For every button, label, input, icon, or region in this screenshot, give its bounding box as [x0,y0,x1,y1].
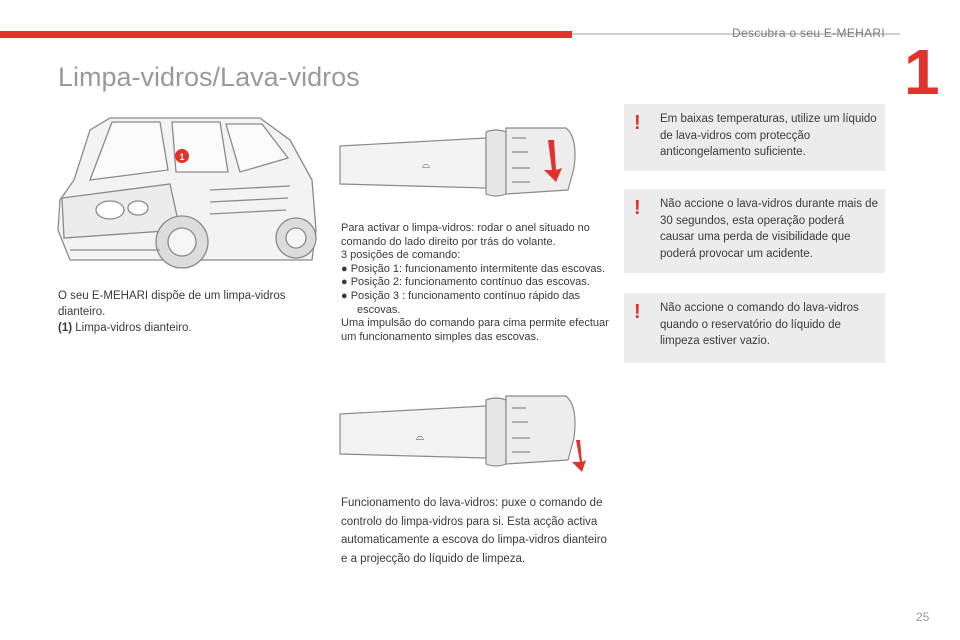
chapter-number: 1 [904,36,940,108]
list-item: ● Posição 2: funcionamento contínuo das escovas. [341,276,590,289]
warning-icon: ! [634,112,641,134]
washer-instructions: Funcionamento do lava-vidros: puxe o comando de controlo do limpa-vidros para si. Esta acção activa automaticamente a escova do limpa-vidros dianteiro e a projecção do líquido de limpeza. [341,497,607,565]
header-red-bar [0,31,572,38]
page-number: 25 [916,610,930,624]
callout-number: 1 [179,152,185,162]
warning-icon: ! [634,301,641,323]
list-item: ● Posição 3 : funcionamento contínuo rápido das escovas. [341,289,581,316]
car-illustration [50,110,320,282]
warning-text: Em baixas temperaturas, utilize um líquido de lava-vidros com protecção anticongelamento suficiente. [660,113,877,158]
warning-icon: ! [634,197,641,219]
washer-lever-illustration [336,388,586,472]
wiper-positions-heading: 3 posições de comando: [341,249,461,262]
wiper-lever-illustration [336,118,586,202]
washer-symbol-icon: ⌓ [416,432,424,443]
intro-ref: (1) [58,322,73,334]
warning-note [624,189,885,273]
warning-note [624,293,885,363]
wiper-paragraph: Para activar o limpa-vidros: rodar o anel situado no comando do lado direito por trás do volante. [341,222,590,248]
wiper-instructions [341,222,611,344]
intro-text [58,288,308,336]
pull-arrow-icon [572,440,586,472]
section-title: Descubra o seu E-MEHARI [732,26,885,40]
list-item: ● Posição 1: funcionamento intermitente das escovas. [341,262,606,275]
intro-ref-label: Limpa-vidros dianteiro. [75,322,192,334]
warning-text: Não accione o lava-vidros durante mais de 30 segundos, esta operação poderá causar uma perda de visibilidade que poderá provocar um acidente. [660,198,878,260]
wiper-symbol-icon: ⌓ [422,160,430,171]
page-title: Limpa-vidros/Lava-vidros [58,62,360,92]
warning-text: Não accione o comando do lava-vidros quando o reservatório do líquido de limpeza estiver vazio. [660,302,859,347]
intro-line: O seu E-MEHARI dispõe de um limpa-vidros dianteiro. [58,290,286,318]
wiper-paragraph: Uma impulsão do comando para cima permite efectuar um funcionamento simples das escovas. [341,317,609,343]
warning-note [624,104,885,171]
